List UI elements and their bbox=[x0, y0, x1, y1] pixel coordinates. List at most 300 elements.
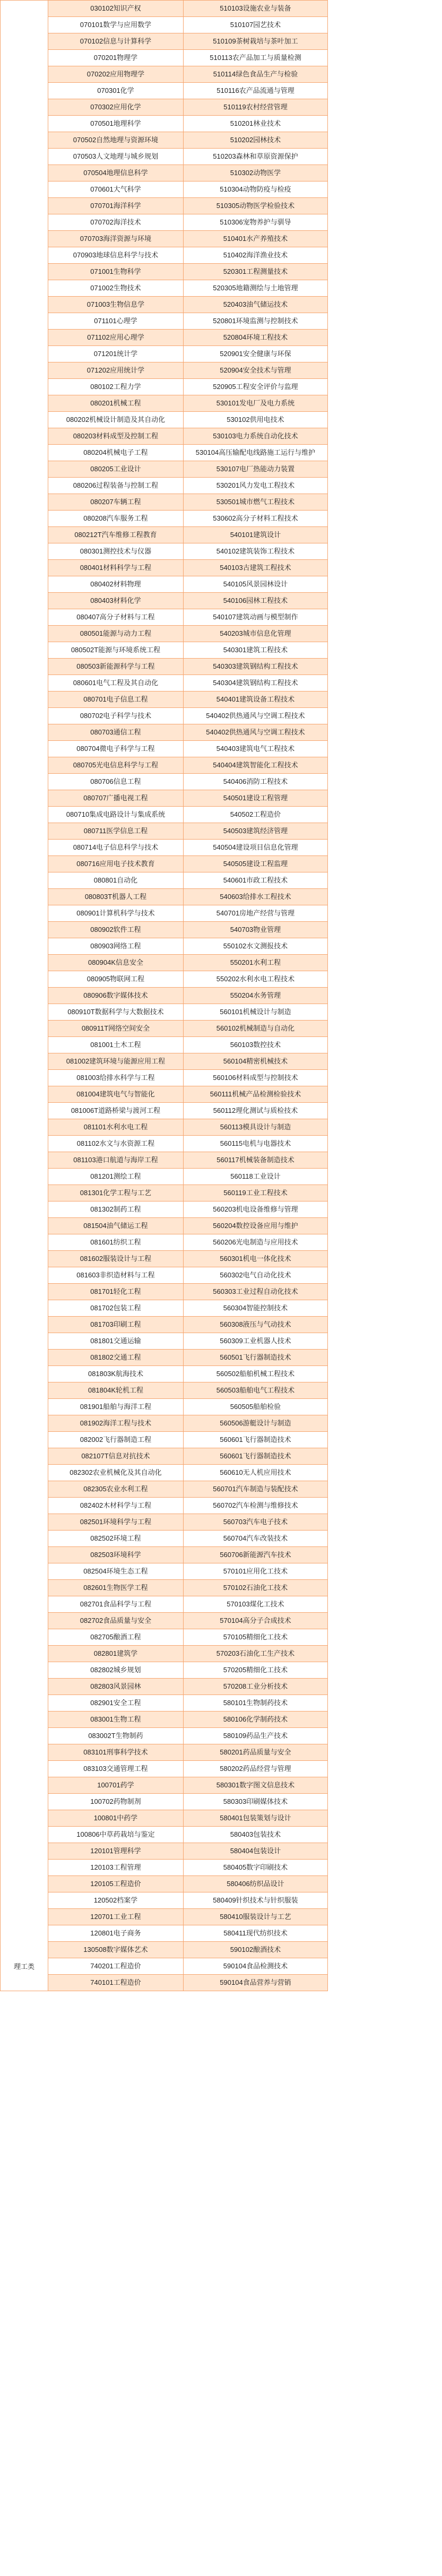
table-row bbox=[1, 691, 328, 708]
vocational-major-cell: 590104食品检测技术 bbox=[184, 1958, 328, 1975]
table-row bbox=[1, 247, 328, 264]
vocational-major-cell: 560104精密机械技术 bbox=[184, 1053, 328, 1070]
vocational-major-cell: 510401水产养殖技术 bbox=[184, 231, 328, 247]
vocational-major-cell: 540701房地产经营与管理 bbox=[184, 905, 328, 922]
vocational-major-cell: 540102建筑装饰工程技术 bbox=[184, 543, 328, 560]
table-row bbox=[1, 1152, 328, 1169]
vocational-major-cell: 560506游艇设计与制造 bbox=[184, 1415, 328, 1432]
table-row bbox=[1, 1925, 328, 1942]
vocational-major-cell: 580202药品经营与管理 bbox=[184, 1761, 328, 1777]
undergrad-major-cell: 080705光电信息科学与工程 bbox=[48, 757, 184, 774]
undergrad-major-cell: 080201机械工程 bbox=[48, 395, 184, 412]
vocational-major-cell: 540107建筑动画与模型制作 bbox=[184, 609, 328, 626]
table-row bbox=[1, 1860, 328, 1876]
undergrad-major-cell: 070202应用物理学 bbox=[48, 66, 184, 83]
vocational-major-cell: 530103电力系统自动化技术 bbox=[184, 428, 328, 445]
table-row bbox=[1, 609, 328, 626]
table-row bbox=[1, 1382, 328, 1399]
undergrad-major-cell: 080714电子信息科学与技术 bbox=[48, 840, 184, 856]
undergrad-major-cell: 120101管理科学 bbox=[48, 1843, 184, 1860]
vocational-major-cell: 540401建筑设备工程技术 bbox=[184, 691, 328, 708]
undergrad-major-cell: 100806中草药栽培与鉴定 bbox=[48, 1827, 184, 1843]
table-row bbox=[1, 198, 328, 214]
vocational-major-cell: 560203机电设备维修与管理 bbox=[184, 1201, 328, 1218]
vocational-major-cell: 540502工程造价 bbox=[184, 807, 328, 823]
undergrad-major-cell: 071202应用统计学 bbox=[48, 362, 184, 379]
table-row bbox=[1, 741, 328, 757]
vocational-major-cell: 560703汽车电子技术 bbox=[184, 1514, 328, 1531]
undergrad-major-cell: 082801建筑学 bbox=[48, 1646, 184, 1662]
table-row bbox=[1, 1201, 328, 1218]
table-row bbox=[1, 1, 328, 17]
vocational-major-cell: 590102酿酒技术 bbox=[184, 1942, 328, 1958]
undergrad-major-cell: 080903网络工程 bbox=[48, 938, 184, 955]
undergrad-major-cell: 100701药学 bbox=[48, 1777, 184, 1794]
table-row bbox=[1, 790, 328, 807]
table-row bbox=[1, 905, 328, 922]
undergrad-major-cell: 070101数学与应用数学 bbox=[48, 17, 184, 33]
vocational-major-cell: 530102供用电技术 bbox=[184, 412, 328, 428]
undergrad-major-cell: 080704微电子科学与工程 bbox=[48, 741, 184, 757]
table-row bbox=[1, 1399, 328, 1415]
undergrad-major-cell: 070501地理科学 bbox=[48, 116, 184, 132]
undergrad-major-cell: 081801交通运输 bbox=[48, 1333, 184, 1350]
undergrad-major-cell: 081803K航海技术 bbox=[48, 1366, 184, 1382]
vocational-major-cell: 570101应用化工技术 bbox=[184, 1563, 328, 1580]
undergrad-major-cell: 070102信息与计算科学 bbox=[48, 33, 184, 50]
table-row bbox=[1, 889, 328, 905]
table-row bbox=[1, 297, 328, 313]
undergrad-major-cell: 080801自动化 bbox=[48, 872, 184, 889]
undergrad-major-cell: 082002飞行器制造工程 bbox=[48, 1432, 184, 1448]
table-row bbox=[1, 1021, 328, 1037]
vocational-major-cell: 550102水文测报技术 bbox=[184, 938, 328, 955]
vocational-major-cell: 540402供热通风与空调工程技术 bbox=[184, 708, 328, 724]
table-row bbox=[1, 1267, 328, 1284]
vocational-major-cell: 540501建设工程管理 bbox=[184, 790, 328, 807]
table-row bbox=[1, 823, 328, 840]
table-row bbox=[1, 1350, 328, 1366]
table-row bbox=[1, 1086, 328, 1103]
undergrad-major-cell: 070701海洋科学 bbox=[48, 198, 184, 214]
table-row bbox=[1, 33, 328, 50]
undergrad-major-cell: 070301化学 bbox=[48, 83, 184, 99]
vocational-major-cell: 510109茶树栽培与茶叶加工 bbox=[184, 33, 328, 50]
table-row bbox=[1, 872, 328, 889]
vocational-major-cell: 580409针织技术与针织服装 bbox=[184, 1892, 328, 1909]
vocational-major-cell: 560303工业过程自动化技术 bbox=[184, 1284, 328, 1300]
vocational-major-cell: 560119工业工程技术 bbox=[184, 1185, 328, 1201]
table-row bbox=[1, 856, 328, 872]
vocational-major-cell: 540404建筑智能化工程技术 bbox=[184, 757, 328, 774]
table-row bbox=[1, 1761, 328, 1777]
undergrad-major-cell: 083103交通管理工程 bbox=[48, 1761, 184, 1777]
vocational-major-cell: 580401包装策划与设计 bbox=[184, 1810, 328, 1827]
undergrad-major-cell: 080701电子信息工程 bbox=[48, 691, 184, 708]
vocational-major-cell: 560111机械产品检测检验技术 bbox=[184, 1086, 328, 1103]
table-row bbox=[1, 99, 328, 116]
table-row bbox=[1, 1596, 328, 1613]
table-row bbox=[1, 330, 328, 346]
undergrad-major-cell: 083101刑事科学技术 bbox=[48, 1744, 184, 1761]
table-row bbox=[1, 988, 328, 1004]
table-row bbox=[1, 280, 328, 297]
vocational-major-cell: 510113农产品加工与质量检测 bbox=[184, 50, 328, 66]
vocational-major-cell: 510304动物防疫与检疫 bbox=[184, 181, 328, 198]
vocational-major-cell: 560502船舶机械工程技术 bbox=[184, 1366, 328, 1382]
table-row bbox=[1, 1892, 328, 1909]
table-row bbox=[1, 1695, 328, 1711]
vocational-major-cell: 550202水利水电工程技术 bbox=[184, 971, 328, 988]
vocational-major-cell: 580101生物制药技术 bbox=[184, 1695, 328, 1711]
undergrad-major-cell: 082503环境科学 bbox=[48, 1547, 184, 1563]
undergrad-major-cell: 070504地理信息科学 bbox=[48, 165, 184, 181]
vocational-major-cell: 530501城市燃气工程技术 bbox=[184, 494, 328, 511]
undergrad-major-cell: 080902软件工程 bbox=[48, 922, 184, 938]
table-row bbox=[1, 428, 328, 445]
undergrad-major-cell: 080702电子科学与技术 bbox=[48, 708, 184, 724]
table-row bbox=[1, 395, 328, 412]
vocational-major-cell: 550201水利工程 bbox=[184, 955, 328, 971]
table-row bbox=[1, 1810, 328, 1827]
undergrad-major-cell: 082705酿酒工程 bbox=[48, 1629, 184, 1646]
undergrad-major-cell: 080102工程力学 bbox=[48, 379, 184, 395]
table-row bbox=[1, 116, 328, 132]
undergrad-major-cell: 082501环境科学与工程 bbox=[48, 1514, 184, 1531]
table-row bbox=[1, 1580, 328, 1596]
undergrad-major-cell: 080911T网络空间安全 bbox=[48, 1021, 184, 1037]
vocational-major-cell: 530104高压输配电线路施工运行与维护 bbox=[184, 445, 328, 461]
table-row bbox=[1, 1119, 328, 1136]
table-row bbox=[1, 659, 328, 675]
undergrad-major-cell: 080503新能源科学与工程 bbox=[48, 659, 184, 675]
vocational-major-cell: 540103古建筑工程技术 bbox=[184, 560, 328, 576]
vocational-major-cell: 510302动物医学 bbox=[184, 165, 328, 181]
undergrad-major-cell: 081103港口航道与海岸工程 bbox=[48, 1152, 184, 1169]
vocational-major-cell: 560102机械制造与自动化 bbox=[184, 1021, 328, 1037]
vocational-major-cell: 540601市政工程技术 bbox=[184, 872, 328, 889]
undergrad-major-cell: 080901计算机科学与技术 bbox=[48, 905, 184, 922]
table-row bbox=[1, 1662, 328, 1679]
table-row bbox=[1, 1711, 328, 1728]
undergrad-major-cell: 081302制药工程 bbox=[48, 1201, 184, 1218]
undergrad-major-cell: 080706信息工程 bbox=[48, 774, 184, 790]
table-row bbox=[1, 149, 328, 165]
vocational-major-cell: 520403油气储运技术 bbox=[184, 297, 328, 313]
vocational-major-cell: 510116农产品流通与管理 bbox=[184, 83, 328, 99]
undergrad-major-cell: 082302农业机械化及其自动化 bbox=[48, 1465, 184, 1481]
table-row bbox=[1, 1448, 328, 1465]
table-row bbox=[1, 1646, 328, 1662]
table-row bbox=[1, 478, 328, 494]
vocational-major-cell: 510202园林技术 bbox=[184, 132, 328, 149]
undergrad-major-cell: 082701食品科学与工程 bbox=[48, 1596, 184, 1613]
vocational-major-cell: 520905工程安全评价与监理 bbox=[184, 379, 328, 395]
table-row bbox=[1, 1563, 328, 1580]
vocational-major-cell: 540505建设工程监理 bbox=[184, 856, 328, 872]
undergrad-major-cell: 080205工业设计 bbox=[48, 461, 184, 478]
undergrad-major-cell: 083001生物工程 bbox=[48, 1711, 184, 1728]
vocational-major-cell: 520301工程测量技术 bbox=[184, 264, 328, 280]
undergrad-major-cell: 080905物联网工程 bbox=[48, 971, 184, 988]
table-row bbox=[1, 379, 328, 395]
undergrad-major-cell: 082402木材科学与工程 bbox=[48, 1498, 184, 1514]
vocational-major-cell: 560601飞行器制造技术 bbox=[184, 1432, 328, 1448]
undergrad-major-cell: 100801中药学 bbox=[48, 1810, 184, 1827]
undergrad-major-cell: 740201工程造价 bbox=[48, 1958, 184, 1975]
vocational-major-cell: 580106化学制药技术 bbox=[184, 1711, 328, 1728]
undergrad-major-cell: 081603非织造材料与工程 bbox=[48, 1267, 184, 1284]
vocational-major-cell: 520901安全健康与环保 bbox=[184, 346, 328, 362]
table-row bbox=[1, 83, 328, 99]
table-row bbox=[1, 543, 328, 560]
table-row bbox=[1, 445, 328, 461]
table-row bbox=[1, 362, 328, 379]
vocational-major-cell: 540503建筑经济管理 bbox=[184, 823, 328, 840]
vocational-major-cell: 540504建设项目信息化管理 bbox=[184, 840, 328, 856]
vocational-major-cell: 510305动物医学检验技术 bbox=[184, 198, 328, 214]
undergrad-major-cell: 080803T机器人工程 bbox=[48, 889, 184, 905]
vocational-major-cell: 540203城市信息化管理 bbox=[184, 626, 328, 642]
table-row bbox=[1, 1136, 328, 1152]
vocational-major-cell: 580411现代纺织技术 bbox=[184, 1925, 328, 1942]
undergrad-major-cell: 080906数字媒体技术 bbox=[48, 988, 184, 1004]
table-row bbox=[1, 1481, 328, 1498]
table-row bbox=[1, 774, 328, 790]
table-row bbox=[1, 840, 328, 856]
vocational-major-cell: 560505船舶检验 bbox=[184, 1399, 328, 1415]
major-table-body bbox=[1, 1, 328, 1991]
vocational-major-cell: 540106园林工程技术 bbox=[184, 593, 328, 609]
category-cell: 理工类 bbox=[1, 1, 48, 1991]
table-row bbox=[1, 1185, 328, 1201]
undergrad-major-cell: 120103工程管理 bbox=[48, 1860, 184, 1876]
vocational-major-cell: 560206光电制造与应用技术 bbox=[184, 1234, 328, 1251]
vocational-major-cell: 560117机械装备制造技术 bbox=[184, 1152, 328, 1169]
vocational-major-cell: 570104高分子合成技术 bbox=[184, 1613, 328, 1629]
table-row bbox=[1, 1909, 328, 1925]
vocational-major-cell: 510107园艺技术 bbox=[184, 17, 328, 33]
undergrad-major-cell: 081002建筑环境与能源应用工程 bbox=[48, 1053, 184, 1070]
table-row bbox=[1, 50, 328, 66]
undergrad-major-cell: 740101工程造价 bbox=[48, 1975, 184, 1991]
undergrad-major-cell: 082504环境生态工程 bbox=[48, 1563, 184, 1580]
table-row bbox=[1, 264, 328, 280]
vocational-major-cell: 560301机电一体化技术 bbox=[184, 1251, 328, 1267]
vocational-major-cell: 560103数控技术 bbox=[184, 1037, 328, 1053]
table-row bbox=[1, 313, 328, 330]
vocational-major-cell: 540101建筑设计 bbox=[184, 527, 328, 543]
table-row bbox=[1, 1465, 328, 1481]
vocational-major-cell: 580403包装技术 bbox=[184, 1827, 328, 1843]
undergrad-major-cell: 081504油气储运工程 bbox=[48, 1218, 184, 1234]
undergrad-major-cell: 120701工业工程 bbox=[48, 1909, 184, 1925]
vocational-major-cell: 510201林业技术 bbox=[184, 116, 328, 132]
undergrad-major-cell: 100702药物制剂 bbox=[48, 1794, 184, 1810]
table-row bbox=[1, 511, 328, 527]
undergrad-major-cell: 080208汽车服务工程 bbox=[48, 511, 184, 527]
vocational-major-cell: 530101发电厂及电力系统 bbox=[184, 395, 328, 412]
vocational-major-cell: 540403建筑电气工程技术 bbox=[184, 741, 328, 757]
vocational-major-cell: 540301建筑工程技术 bbox=[184, 642, 328, 659]
vocational-major-cell: 510402海洋渔业技术 bbox=[184, 247, 328, 264]
undergrad-major-cell: 081802交通工程 bbox=[48, 1350, 184, 1366]
undergrad-major-cell: 080707广播电视工程 bbox=[48, 790, 184, 807]
undergrad-major-cell: 081004建筑电气与智能化 bbox=[48, 1086, 184, 1103]
vocational-major-cell: 540304建筑钢结构工程技术 bbox=[184, 675, 328, 691]
vocational-major-cell: 590104食品营养与营销 bbox=[184, 1975, 328, 1991]
table-row bbox=[1, 1876, 328, 1892]
undergrad-major-cell: 080502T能源与环境系统工程 bbox=[48, 642, 184, 659]
table-row bbox=[1, 1366, 328, 1382]
undergrad-major-cell: 081901船舶与海洋工程 bbox=[48, 1399, 184, 1415]
vocational-major-cell: 580410服装设计与工艺 bbox=[184, 1909, 328, 1925]
vocational-major-cell: 560501飞行器制造技术 bbox=[184, 1350, 328, 1366]
undergrad-major-cell: 070601大气科学 bbox=[48, 181, 184, 198]
vocational-major-cell: 560503船舶电气工程技术 bbox=[184, 1382, 328, 1399]
table-row bbox=[1, 1004, 328, 1021]
table-row bbox=[1, 1514, 328, 1531]
vocational-major-cell: 540406消防工程技术 bbox=[184, 774, 328, 790]
vocational-major-cell: 520305地籍测绘与土地管理 bbox=[184, 280, 328, 297]
vocational-major-cell: 540402供热通风与空调工程技术 bbox=[184, 724, 328, 741]
vocational-major-cell: 530107电厂热能动力装置 bbox=[184, 461, 328, 478]
table-row bbox=[1, 1613, 328, 1629]
vocational-major-cell: 580109药品生产技术 bbox=[184, 1728, 328, 1744]
undergrad-major-cell: 120801电子商务 bbox=[48, 1925, 184, 1942]
vocational-major-cell: 540105风景园林设计 bbox=[184, 576, 328, 593]
undergrad-major-cell: 082601生物医学工程 bbox=[48, 1580, 184, 1596]
vocational-major-cell: 560115电机与电器技术 bbox=[184, 1136, 328, 1152]
table-row bbox=[1, 1317, 328, 1333]
undergrad-major-cell: 082702食品质量与安全 bbox=[48, 1613, 184, 1629]
table-row bbox=[1, 66, 328, 83]
table-row bbox=[1, 1284, 328, 1300]
table-row bbox=[1, 971, 328, 988]
table-row bbox=[1, 642, 328, 659]
undergrad-major-cell: 070703海洋资源与环境 bbox=[48, 231, 184, 247]
vocational-major-cell: 520804环境工程技术 bbox=[184, 330, 328, 346]
table-row bbox=[1, 1827, 328, 1843]
undergrad-major-cell: 071003生物信息学 bbox=[48, 297, 184, 313]
undergrad-major-cell: 082803风景园林 bbox=[48, 1679, 184, 1695]
undergrad-major-cell: 080301测控技术与仪器 bbox=[48, 543, 184, 560]
table-row bbox=[1, 1103, 328, 1119]
table-row bbox=[1, 1728, 328, 1744]
undergrad-major-cell: 081201测绘工程 bbox=[48, 1169, 184, 1185]
undergrad-major-cell: 080402材料物理 bbox=[48, 576, 184, 593]
table-row bbox=[1, 214, 328, 231]
vocational-major-cell: 580201药品质量与安全 bbox=[184, 1744, 328, 1761]
undergrad-major-cell: 120105工程造价 bbox=[48, 1876, 184, 1892]
table-row bbox=[1, 1415, 328, 1432]
vocational-major-cell: 560304智能控制技术 bbox=[184, 1300, 328, 1317]
table-row bbox=[1, 1053, 328, 1070]
table-row bbox=[1, 724, 328, 741]
undergrad-major-cell: 080601电气工程及其自动化 bbox=[48, 675, 184, 691]
undergrad-major-cell: 080716应用电子技术教育 bbox=[48, 856, 184, 872]
undergrad-major-cell: 071002生物技术 bbox=[48, 280, 184, 297]
undergrad-major-cell: 082305农业水利工程 bbox=[48, 1481, 184, 1498]
undergrad-major-cell: 070702海洋技术 bbox=[48, 214, 184, 231]
undergrad-major-cell: 080212T汽车维修工程教育 bbox=[48, 527, 184, 543]
vocational-major-cell: 540603给排水工程技术 bbox=[184, 889, 328, 905]
table-row bbox=[1, 576, 328, 593]
table-row bbox=[1, 1958, 328, 1975]
undergrad-major-cell: 130508数字媒体艺术 bbox=[48, 1942, 184, 1958]
vocational-major-cell: 560308液压与气动技术 bbox=[184, 1317, 328, 1333]
undergrad-major-cell: 081804K轮机工程 bbox=[48, 1382, 184, 1399]
vocational-major-cell: 550204水务管理 bbox=[184, 988, 328, 1004]
undergrad-major-cell: 081703印刷工程 bbox=[48, 1317, 184, 1333]
table-row bbox=[1, 494, 328, 511]
table-row bbox=[1, 1169, 328, 1185]
undergrad-major-cell: 080207车辆工程 bbox=[48, 494, 184, 511]
undergrad-major-cell: 081301化学工程与工艺 bbox=[48, 1185, 184, 1201]
undergrad-major-cell: 080407高分子材料与工程 bbox=[48, 609, 184, 626]
undergrad-major-cell: 081003给排水科学与工程 bbox=[48, 1070, 184, 1086]
vocational-major-cell: 530602高分子材料工程技术 bbox=[184, 511, 328, 527]
table-row bbox=[1, 1531, 328, 1547]
undergrad-major-cell: 080711医学信息工程 bbox=[48, 823, 184, 840]
undergrad-major-cell: 080204机械电子工程 bbox=[48, 445, 184, 461]
vocational-major-cell: 510306宠物养护与驯导 bbox=[184, 214, 328, 231]
undergrad-major-cell: 071101心理学 bbox=[48, 313, 184, 330]
table-row bbox=[1, 1234, 328, 1251]
vocational-major-cell: 580301数字图文信息技术 bbox=[184, 1777, 328, 1794]
undergrad-major-cell: 070503人文地理与城乡规划 bbox=[48, 149, 184, 165]
undergrad-major-cell: 071001生物科学 bbox=[48, 264, 184, 280]
vocational-major-cell: 570103煤化工技术 bbox=[184, 1596, 328, 1613]
table-row bbox=[1, 1333, 328, 1350]
undergrad-major-cell: 082901安全工程 bbox=[48, 1695, 184, 1711]
undergrad-major-cell: 081601纺织工程 bbox=[48, 1234, 184, 1251]
vocational-major-cell: 520904安全技术与管理 bbox=[184, 362, 328, 379]
table-row bbox=[1, 1300, 328, 1317]
table-row bbox=[1, 1794, 328, 1810]
table-row bbox=[1, 1432, 328, 1448]
undergrad-major-cell: 080202机械设计制造及其自动化 bbox=[48, 412, 184, 428]
vocational-major-cell: 530201风力发电工程技术 bbox=[184, 478, 328, 494]
table-row bbox=[1, 17, 328, 33]
table-row bbox=[1, 1498, 328, 1514]
vocational-major-cell: 570105精细化工技术 bbox=[184, 1629, 328, 1646]
table-row bbox=[1, 955, 328, 971]
undergrad-major-cell: 081902海洋工程与技术 bbox=[48, 1415, 184, 1432]
table-row bbox=[1, 1942, 328, 1958]
vocational-major-cell: 580404包装设计 bbox=[184, 1843, 328, 1860]
table-row bbox=[1, 181, 328, 198]
undergrad-major-cell: 081702包装工程 bbox=[48, 1300, 184, 1317]
vocational-major-cell: 560704汽车改装技术 bbox=[184, 1531, 328, 1547]
undergrad-major-cell: 081006T道路桥梁与渡河工程 bbox=[48, 1103, 184, 1119]
vocational-major-cell: 560112理化测试与质检技术 bbox=[184, 1103, 328, 1119]
vocational-major-cell: 570205精细化工技术 bbox=[184, 1662, 328, 1679]
undergrad-major-cell: 030102知识产权 bbox=[48, 1, 184, 17]
vocational-major-cell: 560106材料成型与控制技术 bbox=[184, 1070, 328, 1086]
undergrad-major-cell: 082107T信息对抗技术 bbox=[48, 1448, 184, 1465]
vocational-major-cell: 540303建筑钢结构工程技术 bbox=[184, 659, 328, 675]
table-row bbox=[1, 1037, 328, 1053]
vocational-major-cell: 580303印刷媒体技术 bbox=[184, 1794, 328, 1810]
undergrad-major-cell: 080910T数据科学与大数据技术 bbox=[48, 1004, 184, 1021]
undergrad-major-cell: 070302应用化学 bbox=[48, 99, 184, 116]
undergrad-major-cell: 080206过程装备与控制工程 bbox=[48, 478, 184, 494]
undergrad-major-cell: 080501能源与动力工程 bbox=[48, 626, 184, 642]
table-row bbox=[1, 1070, 328, 1086]
undergrad-major-cell: 081701轻化工程 bbox=[48, 1284, 184, 1300]
vocational-major-cell: 560204数控设备应用与维护 bbox=[184, 1218, 328, 1234]
